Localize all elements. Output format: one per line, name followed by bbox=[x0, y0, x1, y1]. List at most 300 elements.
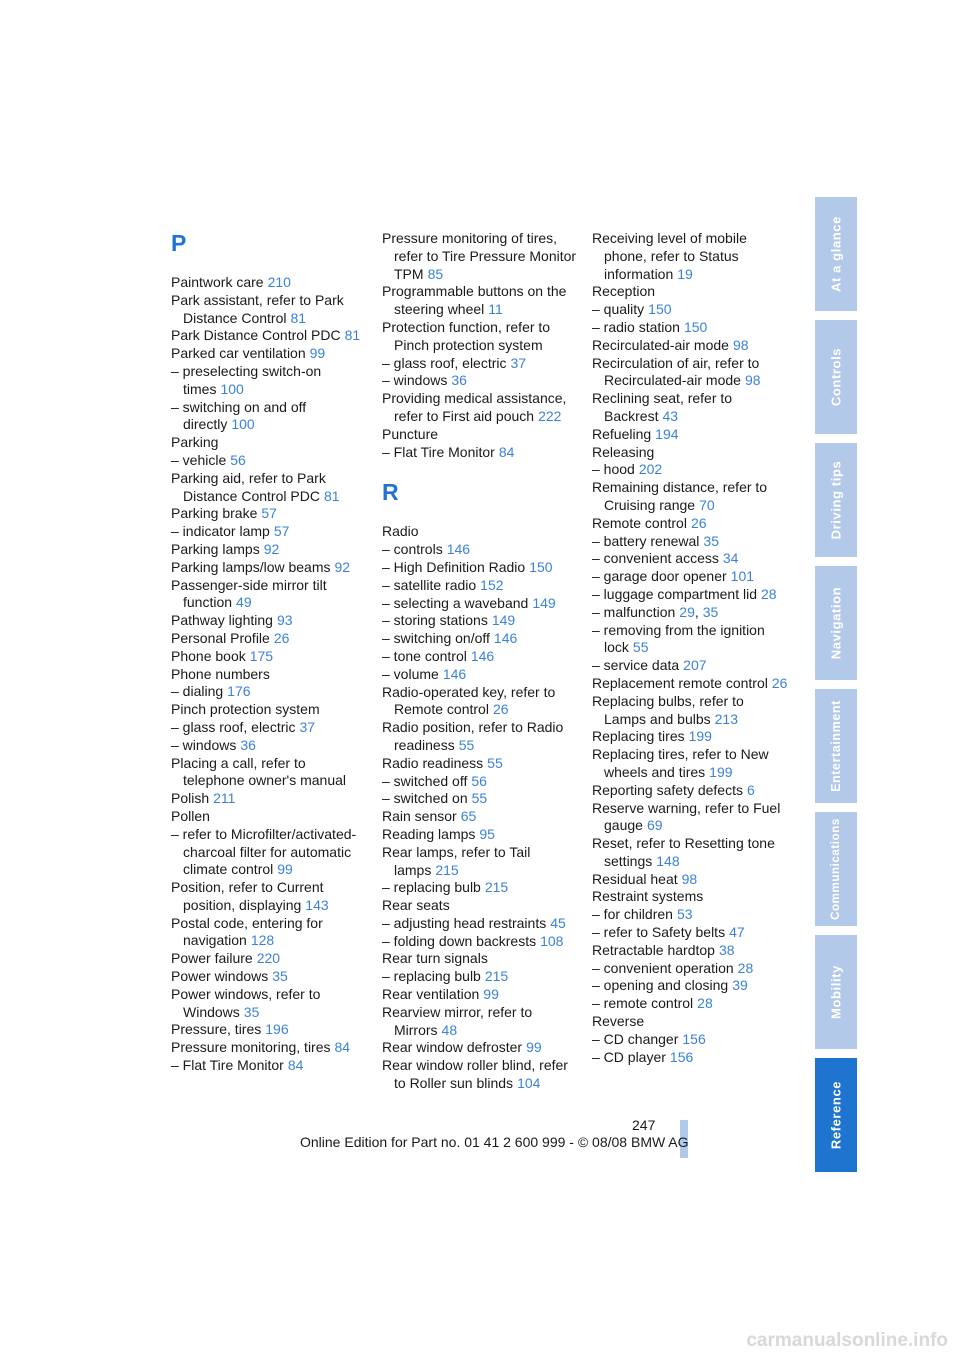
index-column-1 bbox=[171, 230, 367, 1075]
entry-text: Pathway lighting bbox=[171, 612, 273, 629]
index-entry bbox=[382, 595, 578, 613]
index-entry bbox=[171, 701, 367, 719]
entry-text: – service data bbox=[592, 657, 680, 674]
index-entry bbox=[382, 372, 578, 390]
index-entry bbox=[171, 363, 367, 399]
page-reference-link[interactable]: 49 bbox=[236, 594, 252, 611]
index-entry bbox=[171, 523, 367, 541]
entry-text: Recirculation of air, refer to Recirculated-air mode bbox=[592, 354, 760, 389]
entry-text: – indicator lamp bbox=[171, 523, 270, 540]
index-entry bbox=[592, 319, 788, 337]
index-entry bbox=[171, 666, 367, 684]
entry-text: – glass roof, electric bbox=[382, 354, 507, 371]
index-entry bbox=[592, 995, 788, 1013]
entry-text: Programmable buttons on the steering wheel bbox=[382, 283, 567, 318]
index-entry bbox=[592, 390, 788, 426]
index-entry bbox=[171, 737, 367, 755]
entry-text: Recirculated-air mode bbox=[592, 336, 729, 353]
page-reference-link[interactable]: 93 bbox=[276, 612, 293, 629]
entry-text: – vehicle bbox=[171, 451, 227, 468]
tab-navigation[interactable] bbox=[815, 566, 857, 680]
page-reference-link[interactable]: 101 bbox=[730, 568, 755, 585]
index-entry bbox=[171, 790, 367, 808]
entry-text: Rear turn signals bbox=[382, 950, 488, 967]
page-reference-link[interactable]: 45 bbox=[550, 914, 566, 931]
index-entry bbox=[382, 844, 578, 880]
index-entry bbox=[592, 622, 788, 658]
index-entry bbox=[382, 897, 578, 915]
index-entry bbox=[382, 986, 578, 1004]
page-reference-link[interactable]: 128 bbox=[250, 932, 275, 949]
page-reference-link[interactable]: 36 bbox=[240, 736, 256, 753]
page-reference-link[interactable]: 99 bbox=[526, 1039, 542, 1056]
index-entry bbox=[592, 230, 788, 283]
entry-text: Pressure monitoring, tires bbox=[171, 1039, 331, 1056]
entry-text: Radio-operated key, refer to Remote control bbox=[382, 683, 556, 718]
entry-text: Replacement remote control bbox=[592, 674, 768, 691]
index-entry bbox=[171, 505, 367, 523]
entry-text: Pinch protection system bbox=[171, 701, 320, 718]
tab-at-a-glance[interactable] bbox=[815, 197, 857, 311]
page-reference-link[interactable]: 213 bbox=[714, 710, 738, 727]
index-entry bbox=[382, 666, 578, 684]
entry-text: Rearview mirror, refer to Mirrors bbox=[382, 1003, 533, 1038]
entry-text: – hood bbox=[592, 461, 635, 478]
index-entry bbox=[171, 559, 367, 577]
entry-text: – controls bbox=[382, 541, 443, 558]
entry-text: Paintwork care bbox=[171, 274, 264, 290]
entry-text: Reporting safety defects bbox=[592, 781, 743, 798]
page-reference-link[interactable]: 104 bbox=[517, 1075, 541, 1092]
page-reference-link[interactable]: 28 bbox=[697, 995, 713, 1012]
tab-driving-tips[interactable] bbox=[815, 443, 857, 557]
entry-text: Rear window roller blind, refer to Roller sun blinds bbox=[382, 1057, 568, 1092]
page-reference-link[interactable]: 11 bbox=[488, 301, 503, 318]
index-entry bbox=[171, 434, 367, 452]
entry-text: – switched off bbox=[382, 772, 468, 789]
index-entry bbox=[592, 871, 788, 889]
index-entry bbox=[382, 950, 578, 968]
page-reference-link[interactable]: 26 bbox=[492, 701, 509, 718]
entry-text: – Flat Tire Monitor bbox=[171, 1057, 284, 1074]
page-reference-link[interactable]: 146 bbox=[493, 630, 518, 647]
page-reference-link[interactable]: 99 bbox=[309, 345, 326, 362]
index-entry bbox=[592, 746, 788, 782]
section-tab-bar bbox=[815, 197, 857, 1181]
entry-text: Postal code, entering for navigation bbox=[171, 914, 323, 949]
index-entry bbox=[382, 968, 578, 986]
index-entry bbox=[171, 345, 367, 363]
page-reference-link[interactable]: 99 bbox=[483, 986, 499, 1003]
page-reference-link[interactable]: 26 bbox=[771, 674, 788, 691]
page-reference-link[interactable]: 56 bbox=[230, 451, 246, 468]
page-reference-link[interactable]: 148 bbox=[656, 852, 680, 869]
entry-text: Replacing tires, refer to New wheels and tires bbox=[592, 746, 769, 780]
index-entry bbox=[171, 292, 367, 328]
index-entry bbox=[592, 977, 788, 995]
index-entry bbox=[382, 559, 578, 577]
entry-text: Parking lamps bbox=[171, 540, 260, 557]
page-reference-link[interactable]: 84 bbox=[287, 1057, 304, 1074]
index-entry bbox=[592, 515, 788, 533]
entry-text: – removing from the ignition lock bbox=[592, 621, 765, 656]
entry-text: Replacing bulbs, refer to Lamps and bulbs bbox=[592, 692, 744, 727]
page-reference-link[interactable]: 35 bbox=[243, 1003, 260, 1020]
index-entry bbox=[592, 693, 788, 729]
index-entry bbox=[171, 274, 367, 292]
index-entry bbox=[592, 444, 788, 462]
entry-text: – volume bbox=[382, 665, 439, 682]
entry-text: Residual heat bbox=[592, 870, 678, 887]
footer-edition-text: Online Edition for Part no. 01 41 2 600 999 - © 08/08 BMW AG bbox=[300, 1134, 689, 1150]
watermark: carmanualsonline.info bbox=[746, 1330, 948, 1351]
index-entry bbox=[592, 479, 788, 515]
page-reference-link[interactable]: 196 bbox=[265, 1021, 289, 1038]
entry-text: – windows bbox=[382, 372, 448, 389]
page-reference-link[interactable]: 81 bbox=[290, 309, 307, 326]
entry-text: – radio station bbox=[592, 318, 680, 335]
page-number: 247 bbox=[632, 1117, 656, 1133]
page-reference-link[interactable]: 38 bbox=[718, 941, 735, 958]
page-reference-link[interactable]: 215 bbox=[484, 879, 509, 896]
tab-controls[interactable] bbox=[815, 320, 857, 434]
index-entry bbox=[592, 355, 788, 391]
page-reference-link[interactable]: 150 bbox=[529, 558, 553, 575]
entry-text: Puncture bbox=[382, 425, 439, 442]
tab-entertainment[interactable] bbox=[815, 689, 857, 803]
index-entry bbox=[171, 1039, 367, 1057]
page-reference-link[interactable]: 69 bbox=[646, 817, 663, 834]
page-reference-link[interactable]: 207 bbox=[683, 657, 707, 674]
entry-text: – CD player bbox=[592, 1048, 666, 1065]
page-reference-link[interactable]: 55 bbox=[458, 736, 475, 753]
index-entry bbox=[382, 319, 578, 355]
index-entry bbox=[171, 950, 367, 968]
tab-reference[interactable] bbox=[815, 1058, 857, 1172]
page-reference-link[interactable]: 211 bbox=[213, 790, 236, 807]
page-reference-link[interactable]: 37 bbox=[299, 718, 316, 735]
entry-text: – glass roof, electric bbox=[171, 718, 296, 735]
entry-text: Replacing tires bbox=[592, 728, 685, 745]
index-entry bbox=[382, 541, 578, 559]
page-reference-link[interactable]: 149 bbox=[491, 612, 516, 629]
index-entry bbox=[382, 755, 578, 773]
page-reference-link[interactable]: 55 bbox=[471, 790, 488, 807]
entry-text: Reclining seat, refer to Backrest bbox=[592, 390, 733, 424]
page-reference-link[interactable]: 98 bbox=[732, 336, 749, 353]
entry-text: Power windows, refer to Windows bbox=[171, 985, 321, 1020]
index-letter-heading: R bbox=[382, 479, 399, 506]
page-reference-link[interactable]: 220 bbox=[256, 950, 281, 967]
entry-text: Phone book bbox=[171, 647, 246, 664]
entry-text: Radio bbox=[382, 523, 419, 540]
index-entry bbox=[382, 630, 578, 648]
entry-text: – for children bbox=[592, 906, 673, 923]
page-reference-link[interactable]: 210 bbox=[267, 274, 291, 290]
index-entry bbox=[382, 612, 578, 630]
index-entry bbox=[382, 283, 578, 319]
page-reference-link[interactable]: 35 bbox=[702, 603, 719, 620]
page-reference-link[interactable]: 57 bbox=[273, 523, 290, 540]
page-reference-link[interactable]: 84 bbox=[334, 1039, 351, 1056]
entry-text: Remote control bbox=[592, 514, 687, 531]
page-reference-link[interactable]: 175 bbox=[249, 647, 274, 664]
entry-text: Remaining distance, refer to Cruising range bbox=[592, 479, 768, 513]
index-entry bbox=[592, 924, 788, 942]
entry-text: Providing medical assistance, refer to First aid pouch bbox=[382, 390, 567, 424]
index-entry bbox=[171, 915, 367, 951]
entry-text: – convenient access bbox=[592, 550, 719, 567]
page-reference-link[interactable]: 194 bbox=[655, 425, 679, 442]
tab-label: Navigation bbox=[828, 586, 844, 660]
page-reference-link[interactable]: 48 bbox=[441, 1021, 458, 1038]
page-reference-link[interactable]: 100 bbox=[220, 380, 244, 397]
page-reference-link[interactable]: 146 bbox=[470, 647, 495, 664]
entry-text: Retractable hardtop bbox=[592, 941, 715, 958]
tab-label: Controls bbox=[828, 347, 844, 407]
index-entry bbox=[592, 675, 788, 693]
page-reference-link[interactable]: 92 bbox=[334, 558, 351, 575]
page-reference-link[interactable]: 108 bbox=[540, 932, 564, 949]
index-letter-heading: P bbox=[171, 230, 187, 256]
tab-label: Communications bbox=[830, 818, 842, 920]
entry-text: – refer to Microfilter/activated-charcoal filter for automatic climate control bbox=[171, 825, 357, 878]
index-entry bbox=[592, 550, 788, 568]
index-entry bbox=[382, 230, 578, 283]
entry-text: – replacing bulb bbox=[382, 879, 481, 896]
entry-text: Park Distance Control PDC bbox=[171, 327, 341, 344]
page-reference-link[interactable]: 81 bbox=[323, 487, 340, 504]
index-entry bbox=[171, 755, 367, 791]
index-entry bbox=[592, 1049, 788, 1067]
index-entry bbox=[592, 533, 788, 551]
entry-text: – tone control bbox=[382, 647, 467, 664]
page-reference-link[interactable]: 149 bbox=[532, 594, 556, 611]
page-reference-link[interactable]: 28 bbox=[761, 585, 777, 602]
entry-text: Pressure monitoring of tires, refer to Tire Pressure Monitor TPM bbox=[382, 230, 577, 282]
index-entry bbox=[592, 337, 788, 355]
page-reference-link[interactable]: 34 bbox=[722, 550, 739, 567]
page-reference-link[interactable]: 47 bbox=[729, 924, 745, 941]
page-reference-link[interactable]: 29 bbox=[679, 603, 695, 620]
entry-text: Receiving level of mobile phone, refer to Status information bbox=[592, 230, 747, 282]
index-entry bbox=[382, 915, 578, 933]
index-entry bbox=[171, 826, 367, 879]
index-entry bbox=[592, 728, 788, 746]
index-entry bbox=[592, 568, 788, 586]
ref-separator: , bbox=[694, 603, 699, 620]
entry-text: – switching on and off directly bbox=[171, 398, 307, 433]
page-reference-link[interactable]: 152 bbox=[480, 576, 504, 593]
entry-text: – luggage compartment lid bbox=[592, 585, 757, 602]
index-entry bbox=[171, 968, 367, 986]
page-reference-link[interactable]: 199 bbox=[709, 763, 733, 780]
tab-label: Mobility bbox=[828, 965, 844, 1019]
entry-text: – windows bbox=[171, 736, 237, 753]
page-reference-link[interactable]: 215 bbox=[484, 968, 509, 985]
index-entry bbox=[592, 604, 788, 622]
page-reference-link[interactable]: 57 bbox=[261, 505, 277, 522]
tab-label: Driving tips bbox=[828, 460, 844, 540]
index-entry bbox=[171, 808, 367, 826]
index-entry bbox=[592, 301, 788, 319]
entry-text: Reset, refer to Resetting tone settings bbox=[592, 835, 775, 869]
index-entry bbox=[171, 452, 367, 470]
entry-text: Parking aid, refer to Park Distance Control PDC bbox=[171, 469, 326, 504]
page-reference-link[interactable]: 19 bbox=[677, 265, 693, 282]
index-entry bbox=[171, 1057, 367, 1075]
index-entry bbox=[592, 888, 788, 906]
index-entry bbox=[592, 1013, 788, 1031]
index-entry bbox=[171, 630, 367, 648]
index-entry bbox=[382, 773, 578, 791]
page-reference-link[interactable]: 95 bbox=[479, 825, 495, 842]
page-reference-link[interactable]: 146 bbox=[442, 665, 467, 682]
index-entry bbox=[592, 283, 788, 301]
entry-text: Parking bbox=[171, 434, 219, 451]
page-reference-link[interactable]: 28 bbox=[737, 959, 754, 976]
entry-text: – adjusting head restraints bbox=[382, 914, 547, 931]
entry-text: – Flat Tire Monitor bbox=[382, 443, 495, 460]
entry-text: Releasing bbox=[592, 443, 655, 460]
index-column-3 bbox=[592, 230, 788, 1066]
index-entry bbox=[382, 1057, 578, 1093]
page-reference-link[interactable]: 176 bbox=[227, 683, 251, 700]
index-entry bbox=[592, 942, 788, 960]
page-reference-link[interactable]: 6 bbox=[746, 781, 755, 798]
page-reference-link[interactable]: 146 bbox=[446, 541, 471, 558]
page-reference-link[interactable]: 53 bbox=[676, 906, 693, 923]
index-entry bbox=[382, 444, 578, 462]
index-entry bbox=[382, 426, 578, 444]
tab-label: Entertainment bbox=[829, 700, 843, 792]
page-reference-link[interactable]: 70 bbox=[699, 496, 715, 513]
page-reference-link[interactable]: 92 bbox=[263, 540, 280, 557]
page-reference-link[interactable]: 156 bbox=[669, 1048, 694, 1065]
entry-text: – switching on/off bbox=[382, 630, 490, 647]
index-entry bbox=[592, 461, 788, 479]
index-entry bbox=[171, 879, 367, 915]
entry-text: – dialing bbox=[171, 683, 224, 700]
page-reference-link[interactable]: 215 bbox=[435, 861, 459, 878]
entry-text: Rear lamps, refer to Tail lamps bbox=[382, 843, 531, 878]
page-reference-link[interactable]: 98 bbox=[681, 870, 698, 887]
entry-text: Position, refer to Current position, displaying bbox=[171, 879, 324, 913]
index-entry bbox=[382, 790, 578, 808]
page-reference-link[interactable]: 39 bbox=[732, 977, 748, 994]
entry-text: – malfunction bbox=[592, 603, 676, 620]
entry-text: – garage door opener bbox=[592, 568, 727, 585]
index-entry bbox=[592, 800, 788, 836]
index-entry bbox=[382, 933, 578, 951]
page-reference-link[interactable]: 55 bbox=[487, 754, 503, 771]
page-reference-link[interactable]: 199 bbox=[688, 728, 712, 745]
index-entry bbox=[171, 577, 367, 613]
entry-text: Parked car ventilation bbox=[171, 345, 306, 362]
entry-text: Pollen bbox=[171, 807, 210, 824]
tab-mobility[interactable] bbox=[815, 935, 857, 1049]
page-reference-link[interactable]: 37 bbox=[510, 354, 527, 371]
index-entry bbox=[382, 355, 578, 373]
entry-text: – refer to Safety belts bbox=[592, 924, 726, 941]
entry-text: Park assistant, refer to Park Distance Control bbox=[171, 291, 344, 326]
entry-text: – replacing bulb bbox=[382, 968, 481, 985]
index-entry bbox=[171, 648, 367, 666]
page-reference-link[interactable]: 35 bbox=[272, 968, 288, 985]
page-reference-link[interactable]: 202 bbox=[638, 461, 663, 478]
page-reference-link[interactable]: 81 bbox=[344, 327, 361, 344]
index-entry bbox=[171, 719, 367, 737]
page-reference-link[interactable]: 65 bbox=[460, 808, 477, 825]
page-reference-link[interactable]: 35 bbox=[703, 532, 719, 549]
page-reference-link[interactable]: 150 bbox=[648, 301, 672, 318]
index-entry bbox=[592, 1031, 788, 1049]
entry-text: Pressure, tires bbox=[171, 1021, 262, 1038]
page-reference-link[interactable]: 84 bbox=[498, 443, 515, 460]
index-entry bbox=[382, 1004, 578, 1040]
page-reference-link[interactable]: 100 bbox=[231, 416, 255, 433]
index-entry bbox=[171, 470, 367, 506]
page-reference-link[interactable]: 85 bbox=[427, 265, 444, 282]
index-entry bbox=[171, 541, 367, 559]
entry-text: Reading lamps bbox=[382, 825, 476, 842]
page-reference-link[interactable]: 143 bbox=[305, 896, 329, 913]
index-entry bbox=[592, 906, 788, 924]
tab-communications[interactable] bbox=[815, 812, 857, 926]
entry-text: Rear window defroster bbox=[382, 1039, 523, 1056]
entry-text: Protection function, refer to Pinch protection system bbox=[382, 318, 551, 353]
index-entry bbox=[592, 657, 788, 675]
entry-text: Parking lamps/low beams bbox=[171, 558, 331, 575]
index-entry bbox=[171, 683, 367, 701]
page-reference-link[interactable]: 56 bbox=[471, 772, 487, 789]
index-entry bbox=[592, 426, 788, 444]
page-reference-link[interactable]: 156 bbox=[682, 1030, 706, 1047]
entry-text: Power windows bbox=[171, 968, 269, 985]
page-reference-link[interactable]: 99 bbox=[277, 861, 293, 878]
entry-text: Personal Profile bbox=[171, 629, 270, 646]
index-entry bbox=[382, 879, 578, 897]
index-entry bbox=[171, 399, 367, 435]
index-entry bbox=[592, 586, 788, 604]
page-reference-link[interactable]: 150 bbox=[683, 318, 708, 335]
page-reference-link[interactable]: 26 bbox=[273, 629, 290, 646]
entry-text: – CD changer bbox=[592, 1030, 679, 1047]
index-column-2 bbox=[382, 230, 578, 1093]
index-entry bbox=[382, 684, 578, 720]
tab-label: At a glance bbox=[828, 216, 844, 292]
index-entry bbox=[171, 986, 367, 1022]
entry-text: Rear seats bbox=[382, 897, 450, 914]
entry-text: Placing a call, refer to telephone owner's manual bbox=[171, 754, 347, 789]
page-reference-link[interactable]: 26 bbox=[690, 514, 707, 531]
entry-text: – remote control bbox=[592, 995, 694, 1012]
index-entry bbox=[592, 782, 788, 800]
page-reference-link[interactable]: 55 bbox=[632, 639, 649, 656]
entry-text: – opening and closing bbox=[592, 977, 729, 994]
entry-text: – High Definition Radio bbox=[382, 558, 526, 575]
entry-text: Passenger-side mirror tilt function bbox=[171, 576, 327, 611]
entry-text: Radio readiness bbox=[382, 754, 484, 771]
entry-text: – preselecting switch-on times bbox=[171, 362, 322, 397]
entry-text: – convenient operation bbox=[592, 959, 734, 976]
entry-text: Polish bbox=[171, 790, 210, 807]
page-reference-link[interactable]: 98 bbox=[744, 372, 761, 389]
page-reference-link[interactable]: 36 bbox=[451, 372, 467, 389]
page-reference-link[interactable]: 43 bbox=[662, 407, 679, 424]
entry-text: Reverse bbox=[592, 1013, 645, 1030]
page-reference-link[interactable]: 222 bbox=[538, 407, 562, 424]
